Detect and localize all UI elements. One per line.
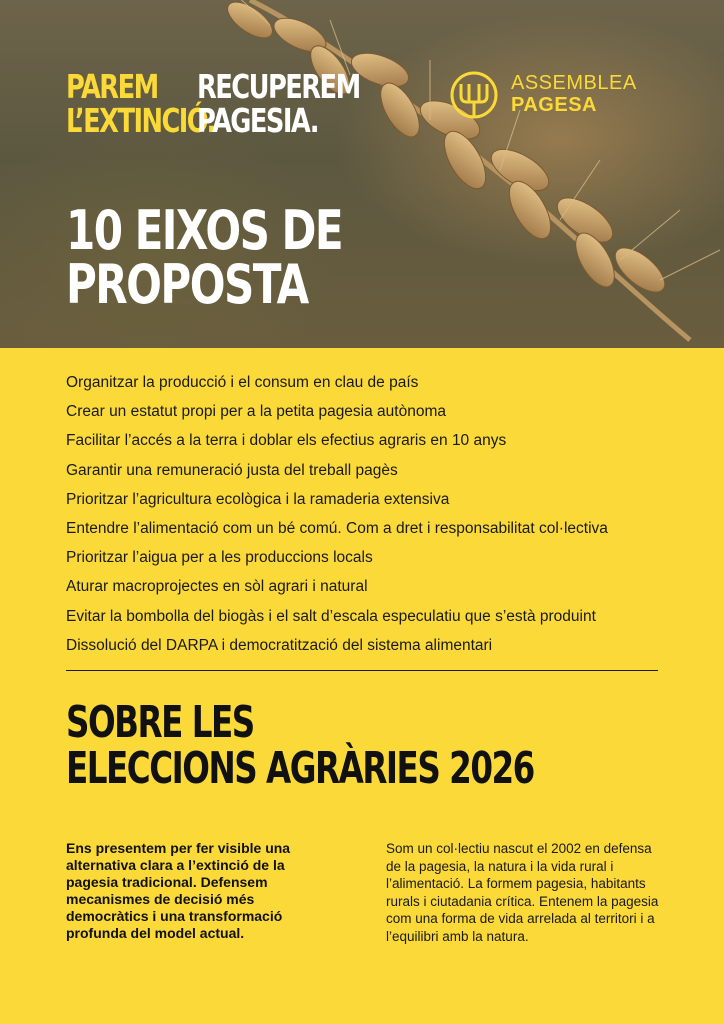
slogan-left (66, 67, 215, 140)
proposals-heading-line1: 10 EIXOS DE (66, 199, 343, 262)
proposal-item: Entendre l’alimentació com un bé comú. Com a dret i responsabilitat col·lectiva (66, 520, 608, 538)
proposal-item: Prioritzar l’aigua per a les produccions locals (66, 549, 373, 567)
proposal-item: Prioritzar l’agricultura ecològica i la ramaderia extensiva (66, 490, 450, 508)
slogan-left-line1: PAREM (66, 67, 158, 106)
assemblea-pagesa-logo (449, 70, 689, 120)
hero-photo-banner (0, 0, 724, 348)
proposal-item: Garantir una remuneració justa del treball pagès (66, 461, 398, 479)
proposals-heading (66, 199, 343, 316)
slogan-right-line2: PAGESIA. (197, 101, 318, 140)
proposals-section (0, 348, 724, 680)
proposal-item: Dissolució del DARPA i democratització del sistema alimentari (66, 636, 493, 654)
slogan-right-line1: RECUPEREM (197, 67, 360, 106)
section-divider (66, 670, 658, 671)
slogan-left-line2: L’EXTINCIÓ. (66, 101, 215, 140)
logo-wordmark-bottom: PAGESA (511, 94, 597, 116)
proposal-item: Facilitar l’accés a la terra i doblar els efectius agraris en 10 anys (66, 432, 507, 450)
proposal-item: Aturar macroprojectes en sòl agrari i natural (66, 578, 368, 596)
proposals-list (66, 368, 608, 660)
logo-wordmark-top: ASSEMBLEA (511, 72, 637, 94)
elections-intro-text: Ens presentem per fer visible una alternativa clara a l’extinció de la pagesia tradicional. Defensem mecanismes de decisió més democràtics i una transformació profunda del model actual. (66, 840, 291, 941)
proposal-item: Organitzar la producció i el consum en clau de país (66, 374, 419, 391)
elections-heading-line1: SOBRE LES (66, 697, 254, 748)
elections-heading-line2: ELECCIONS AGRÀRIES 2026 (66, 743, 534, 794)
proposal-item: Crear un estatut propi per a la petita pagesia autònoma (66, 403, 446, 421)
slogan-right (197, 67, 360, 140)
collective-description-text: Som un col·lectiu nascut el 2002 en defensa de la pagesia, la natura i la vida rural i l’alimentació. La formem pagesia, habitants rurals i ciutadania crítica. Entenem la pagesia com una forma de vida arrelada al territori i a l’equilibri amb la natura. (386, 841, 659, 944)
proposals-heading-line2: PROPOSTA (66, 253, 308, 316)
elections-heading (66, 697, 534, 794)
pitchfork-circle-icon (449, 70, 499, 120)
proposal-item: Evitar la bombolla del biogàs i el salt d’escala especulatiu que s’està produint (66, 607, 596, 625)
